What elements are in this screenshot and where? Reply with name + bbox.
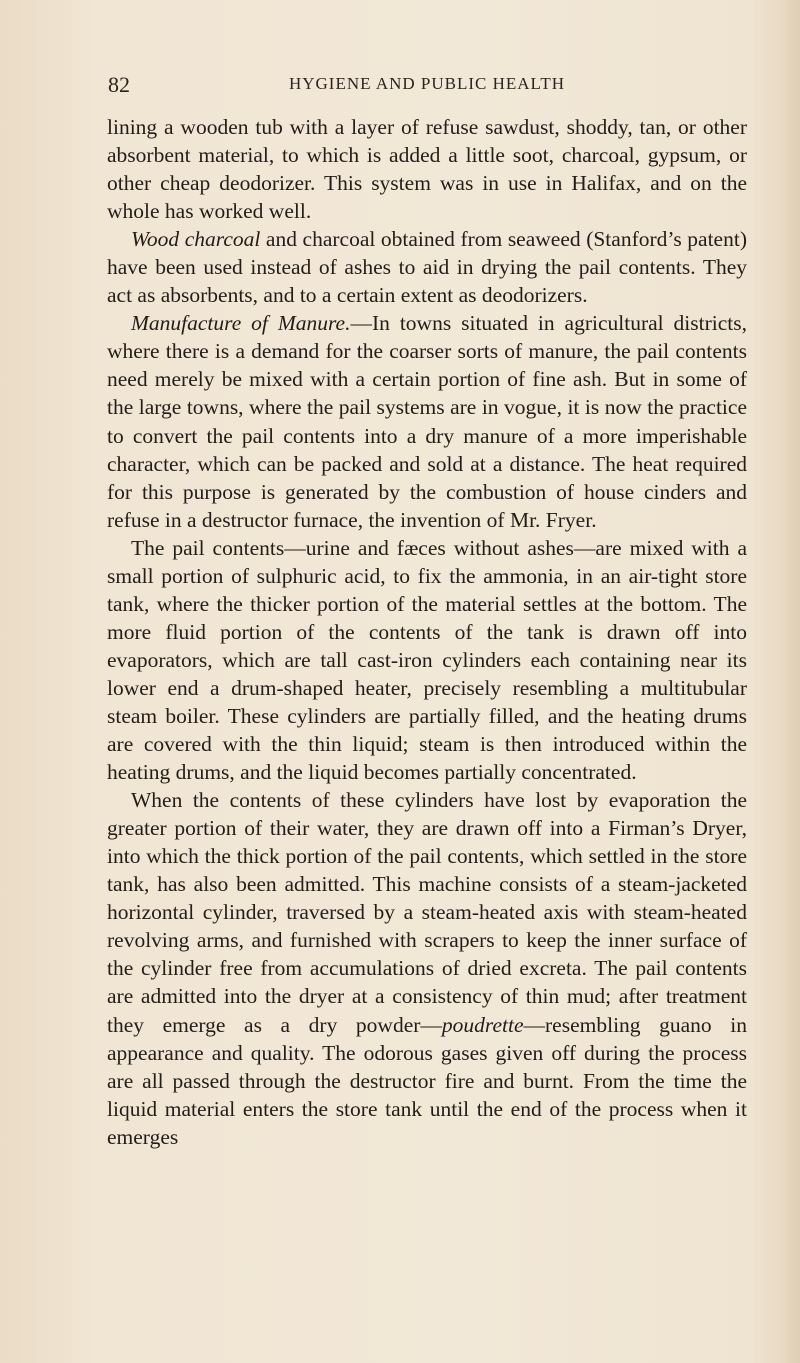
paragraph-text: The pail contents—urine and fæces without ashes—are mixed with a small portion of sulphuric acid, to fix the ammonia, in an air-tight store tank, where the thicker portion of the material settles at the bottom. The more fluid portion of the contents of the tank is drawn off into evaporators, which are tall cast-iron cylinders each containing near its lower end a drum-shaped heater, precisely resembling a multitubular steam boiler. These cylinders are partially filled, and the heating drums are covered with the thin liquid; steam is then introduced within the heating drums, and the liquid becomes partially concentrated. <box>107 535 747 785</box>
page-header <box>108 72 746 102</box>
paragraph-5 <box>107 786 747 1151</box>
paragraph-4 <box>107 534 747 786</box>
paragraph-text: When the contents of these cylinders have lost by evaporation the greater portion of their water, they are drawn off into a Firman’s Dryer, into which the thick portion of the pail contents, which settled in the store tank, has also been admitted. This machine consists of a steam-jacketed horizontal cylinder, traversed by a steam-heated axis with steam-heated revolving arms, and furnished with scrapers to keep the inner surface of the cylinder free from accumulations of dried excreta. The pail contents are admitted into the dryer at a consistency of thin mud; after treatment they emerge as a dry powder— <box>107 788 747 1037</box>
paragraph-text: lining a wooden tub with a layer of refuse sawdust, shoddy, tan, or other absorbent material, to which is added a little soot, charcoal, gypsum, or other cheap deodorizer. This system was in use in Halifax, and on the whole has worked well. <box>107 115 747 224</box>
paragraph-text: —resembling guano in appearance and quality. The odorous gases given off during the process are all passed through the destructor fire and burnt. From the time the liquid material enters the store tank until the end of the process when it emerges <box>107 1012 747 1149</box>
paragraph-text: and charcoal obtained from seaweed (Stanford’s patent) have been used instead of ashes to aid in drying the pail contents. They act as absorbents, and to a certain extent as deodorizers. <box>107 227 747 308</box>
page-number: 82 <box>108 72 130 97</box>
body-text <box>107 113 747 1151</box>
italic-term-poudrette: poudrette <box>441 1012 524 1037</box>
paragraph-3 <box>107 309 747 533</box>
section-heading-manufacture-of-manure: Manufacture of Manure. <box>131 311 351 336</box>
running-head: HYGIENE AND PUBLIC HEALTH <box>288 74 566 93</box>
italic-term-wood-charcoal: Wood charcoal <box>131 227 261 252</box>
paragraph-text: —In towns situated in agricultural districts, where there is a demand for the coarser sorts of manure, the pail contents need merely be mixed with a certain portion of fine ash. But in some of the large towns, where the pail systems are in vogue, it is now the practice to convert the pail contents into a dry manure of a more imperishable character, which can be packed and sold at a distance. The heat required for this purpose is generated by the combustion of house cinders and refuse in a destructor furnace, the invention of Mr. Fryer. <box>107 311 748 532</box>
paragraph-1 <box>107 113 747 225</box>
paragraph-2 <box>107 225 747 309</box>
